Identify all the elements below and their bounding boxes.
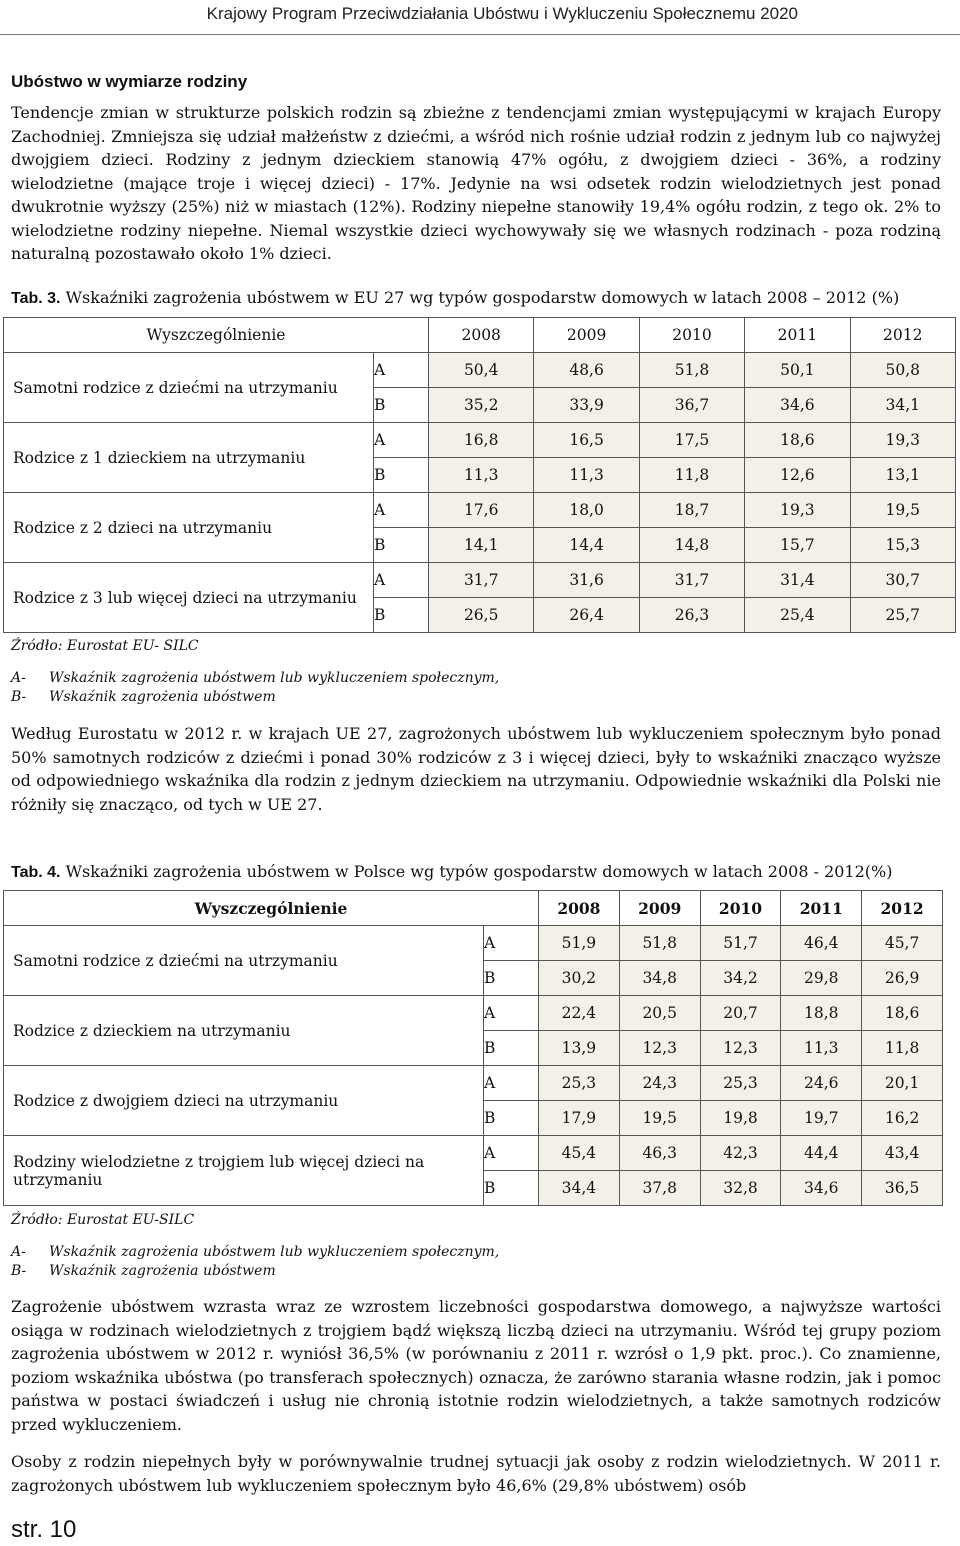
row-category: Rodzice z dzieckiem na utrzymaniu	[4, 996, 484, 1066]
indicator-key: B	[484, 961, 539, 996]
value-cell: 26,5	[429, 598, 534, 633]
value-cell: 25,3	[700, 1066, 781, 1101]
row-category: Rodzice z 3 lub więcej dzieci na utrzymaniu	[4, 563, 374, 633]
value-cell: 32,8	[700, 1171, 781, 1206]
value-cell: 46,3	[619, 1136, 700, 1171]
table3-label: Tab. 3.	[11, 290, 61, 307]
indicator-key: A	[374, 563, 429, 598]
value-cell: 22,4	[539, 996, 620, 1031]
indicator-key: B	[484, 1031, 539, 1066]
legend-a-key: A-	[11, 1244, 26, 1260]
indicator-key: A	[484, 996, 539, 1031]
header-cell-year: 2009	[534, 318, 639, 353]
table3	[3, 317, 956, 633]
value-cell: 51,8	[619, 926, 700, 961]
value-cell: 50,8	[850, 353, 955, 388]
value-cell: 11,8	[862, 1031, 943, 1066]
value-cell: 19,7	[781, 1101, 862, 1136]
value-cell: 16,2	[862, 1101, 943, 1136]
value-cell: 12,3	[619, 1031, 700, 1066]
indicator-key: A	[484, 926, 539, 961]
paragraph-4: Osoby z rodzin niepełnych były w porównywalnie trudnej sytuacji jak osoby z rodzin wielodzietnych. W 2011 r. zagrożonych ubóstwem lub wykluczeniem społecznym było 46,6% (29,8% ubóstwem) osób	[11, 1452, 941, 1495]
table-row	[4, 353, 956, 388]
value-cell: 12,3	[700, 1031, 781, 1066]
value-cell: 37,8	[619, 1171, 700, 1206]
value-cell: 36,7	[639, 388, 744, 423]
value-cell: 34,2	[700, 961, 781, 996]
value-cell: 13,1	[850, 458, 955, 493]
indicator-key: B	[374, 458, 429, 493]
table3-legend	[11, 669, 500, 707]
table4	[3, 890, 943, 1206]
value-cell: 19,5	[619, 1101, 700, 1136]
paragraph-3: Zagrożenie ubóstwem wzrasta wraz ze wzrostem liczebności gospodarstwa domowego, a najwyższe wartości osiąga w rodzinach wielodzietnych z trojgiem bądź większą liczbą dzieci na utrzymaniu. Wśród tej grupy poziom zagrożenia ubóstwem w 2012 r. wyniósł 36,5% (w porównaniu z 2011 r. wzrósł o 1,9 pkt. proc.). Co znamienne, poziom wskaźnika ubóstwa (po transferach społecznych) oznacza, że zarówno starania własne rodzin, jak i pomoc państwa w postaci świadczeń i usług nie chronią istotnie rodzin wielodzietnych, a także samotnych rodziców przed wykluczeniem.	[11, 1297, 941, 1434]
value-cell: 25,3	[539, 1066, 620, 1101]
value-cell: 20,7	[700, 996, 781, 1031]
value-cell: 24,6	[781, 1066, 862, 1101]
value-cell: 34,8	[619, 961, 700, 996]
value-cell: 31,7	[639, 563, 744, 598]
value-cell: 30,7	[850, 563, 955, 598]
indicator-key: A	[374, 423, 429, 458]
value-cell: 30,2	[539, 961, 620, 996]
row-category: Rodzice z dwojgiem dzieci na utrzymaniu	[4, 1066, 484, 1136]
header-row	[4, 891, 943, 926]
value-cell: 11,3	[429, 458, 534, 493]
value-cell: 20,1	[862, 1066, 943, 1101]
value-cell: 31,4	[745, 563, 850, 598]
table3-caption	[11, 288, 899, 308]
value-cell: 19,8	[700, 1101, 781, 1136]
value-cell: 16,5	[534, 423, 639, 458]
value-cell: 14,1	[429, 528, 534, 563]
table4-caption	[11, 862, 892, 882]
page-header	[0, 0, 960, 35]
value-cell: 25,7	[850, 598, 955, 633]
indicator-key: B	[374, 528, 429, 563]
table-row	[4, 926, 943, 961]
header-row	[4, 318, 956, 353]
indicator-key: B	[484, 1101, 539, 1136]
value-cell: 19,3	[745, 493, 850, 528]
value-cell: 34,6	[781, 1171, 862, 1206]
value-cell: 19,3	[850, 423, 955, 458]
legend-b-text: Wskaźnik zagrożenia ubóstwem	[49, 689, 276, 705]
value-cell: 31,6	[534, 563, 639, 598]
indicator-key: B	[484, 1171, 539, 1206]
indicator-key: A	[484, 1136, 539, 1171]
paragraph-1: Tendencje zmian w strukturze polskich rodzin są zbieżne z tendencjami zmian występującymi w krajach Europy Zachodniej. Zmniejsza się udział małżeństw z dziećmi, a wśród nich rośnie udział rodzin z jednym lub co najwyżej dwojgiem dzieci. Rodziny z jednym dzieckiem stanowią 47% ogółu, z dwojgiem dzieci - 36%, a rodziny wielodzietne (mające troje i więcej dzieci) - 17%. Jedynie na wsi odsetek rodzin wielodzietnych jest ponad dwukrotnie wyższy (25%) niż w miastach (12%). Rodziny niepełne stanowiły 19,4% ogółu rodzin, z tego ok. 2% to wielodzietne rodziny niepełne. Niemal wszystkie dzieci wychowywały się we własnych rodzinach - poza rodziną naturalną pozostawało około 1% dzieci.	[11, 103, 941, 263]
value-cell: 50,4	[429, 353, 534, 388]
value-cell: 18,8	[781, 996, 862, 1031]
value-cell: 17,5	[639, 423, 744, 458]
table4-legend	[11, 1243, 500, 1281]
value-cell: 11,3	[781, 1031, 862, 1066]
row-category: Samotni rodzice z dziećmi na utrzymaniu	[4, 926, 484, 996]
value-cell: 31,7	[429, 563, 534, 598]
indicator-key: A	[484, 1066, 539, 1101]
header-cell-year: 2010	[639, 318, 744, 353]
table-row	[4, 493, 956, 528]
table3-caption-text: Wskaźniki zagrożenia ubóstwem w EU 27 wg typów gospodarstw domowych w latach 2008 – 2012 (%)	[65, 288, 900, 307]
section-title: Ubóstwo w wymiarze rodziny	[11, 72, 248, 91]
header-cell-year: 2010	[700, 891, 781, 926]
table-row	[4, 423, 956, 458]
table4-caption-text: Wskaźniki zagrożenia ubóstwem w Polsce wg typów gospodarstw domowych w latach 2008 - 2012(%)	[65, 862, 893, 881]
table-row	[4, 563, 956, 598]
value-cell: 44,4	[781, 1136, 862, 1171]
row-category: Rodzice z 1 dzieckiem na utrzymaniu	[4, 423, 374, 493]
value-cell: 50,1	[745, 353, 850, 388]
row-category: Rodziny wielodzietne z trojgiem lub więcej dzieci na utrzymaniu	[4, 1136, 484, 1206]
value-cell: 51,8	[639, 353, 744, 388]
header-cell-year: 2012	[862, 891, 943, 926]
value-cell: 51,9	[539, 926, 620, 961]
value-cell: 17,9	[539, 1101, 620, 1136]
value-cell: 25,4	[745, 598, 850, 633]
value-cell: 15,3	[850, 528, 955, 563]
header-cell-label: Wyszczególnienie	[4, 891, 539, 926]
value-cell: 29,8	[781, 961, 862, 996]
value-cell: 42,3	[700, 1136, 781, 1171]
header-cell-year: 2012	[850, 318, 955, 353]
legend-b-text: Wskaźnik zagrożenia ubóstwem	[49, 1263, 276, 1279]
value-cell: 15,7	[745, 528, 850, 563]
table-row	[4, 1066, 943, 1101]
table-row	[4, 996, 943, 1031]
value-cell: 35,2	[429, 388, 534, 423]
value-cell: 14,4	[534, 528, 639, 563]
value-cell: 51,7	[700, 926, 781, 961]
legend-b-key: B-	[11, 689, 27, 705]
indicator-key: B	[374, 388, 429, 423]
value-cell: 34,6	[745, 388, 850, 423]
header-cell-label: Wyszczególnienie	[4, 318, 429, 353]
value-cell: 19,5	[850, 493, 955, 528]
page-number: str. 10	[11, 1516, 77, 1543]
table4-source: Źródło: Eurostat EU-SILC	[11, 1212, 195, 1228]
value-cell: 17,6	[429, 493, 534, 528]
legend-a-text: Wskaźnik zagrożenia ubóstwem lub wykluczeniem społecznym,	[49, 1244, 500, 1260]
value-cell: 26,3	[639, 598, 744, 633]
value-cell: 34,4	[539, 1171, 620, 1206]
value-cell: 11,8	[639, 458, 744, 493]
value-cell: 12,6	[745, 458, 850, 493]
header-cell-year: 2011	[745, 318, 850, 353]
value-cell: 13,9	[539, 1031, 620, 1066]
value-cell: 34,1	[850, 388, 955, 423]
row-category: Rodzice z 2 dzieci na utrzymaniu	[4, 493, 374, 563]
header-cell-year: 2011	[781, 891, 862, 926]
value-cell: 46,4	[781, 926, 862, 961]
value-cell: 18,6	[745, 423, 850, 458]
value-cell: 26,9	[862, 961, 943, 996]
value-cell: 18,6	[862, 996, 943, 1031]
indicator-key: B	[374, 598, 429, 633]
header-cell-year: 2008	[539, 891, 620, 926]
value-cell: 26,4	[534, 598, 639, 633]
value-cell: 43,4	[862, 1136, 943, 1171]
paragraph-2: Według Eurostatu w 2012 r. w krajach UE 27, zagrożonych ubóstwem lub wykluczeniem społecznym było ponad 50% samotnych rodziców z dziećmi i ponad 30% rodziców z 3 i więcej dzieci, były to wskaźniki znacząco wyższe od odpowiedniego wskaźnika dla rodzin z jednym dzieckiem na utrzymaniu. Odpowiednie wskaźniki dla Polski nie różniły się znacząco, od tych w UE 27.	[11, 724, 941, 814]
header-cell-year: 2009	[619, 891, 700, 926]
legend-b-key: B-	[11, 1263, 27, 1279]
value-cell: 33,9	[534, 388, 639, 423]
legend-a-text: Wskaźnik zagrożenia ubóstwem lub wykluczeniem społecznym,	[49, 670, 500, 686]
value-cell: 18,7	[639, 493, 744, 528]
table3-source: Źródło: Eurostat EU- SILC	[11, 638, 199, 654]
header-title: Krajowy Program Przeciwdziałania Ubóstwu i Wykluczeniu Społecznemu 2020	[206, 4, 798, 23]
table4-label: Tab. 4.	[11, 864, 61, 881]
value-cell: 48,6	[534, 353, 639, 388]
value-cell: 11,3	[534, 458, 639, 493]
value-cell: 14,8	[639, 528, 744, 563]
value-cell: 24,3	[619, 1066, 700, 1101]
header-cell-year: 2008	[429, 318, 534, 353]
row-category: Samotni rodzice z dziećmi na utrzymaniu	[4, 353, 374, 423]
value-cell: 18,0	[534, 493, 639, 528]
legend-a-key: A-	[11, 670, 26, 686]
value-cell: 36,5	[862, 1171, 943, 1206]
indicator-key: A	[374, 493, 429, 528]
table-row	[4, 1136, 943, 1171]
value-cell: 16,8	[429, 423, 534, 458]
value-cell: 20,5	[619, 996, 700, 1031]
indicator-key: A	[374, 353, 429, 388]
value-cell: 45,4	[539, 1136, 620, 1171]
value-cell: 45,7	[862, 926, 943, 961]
